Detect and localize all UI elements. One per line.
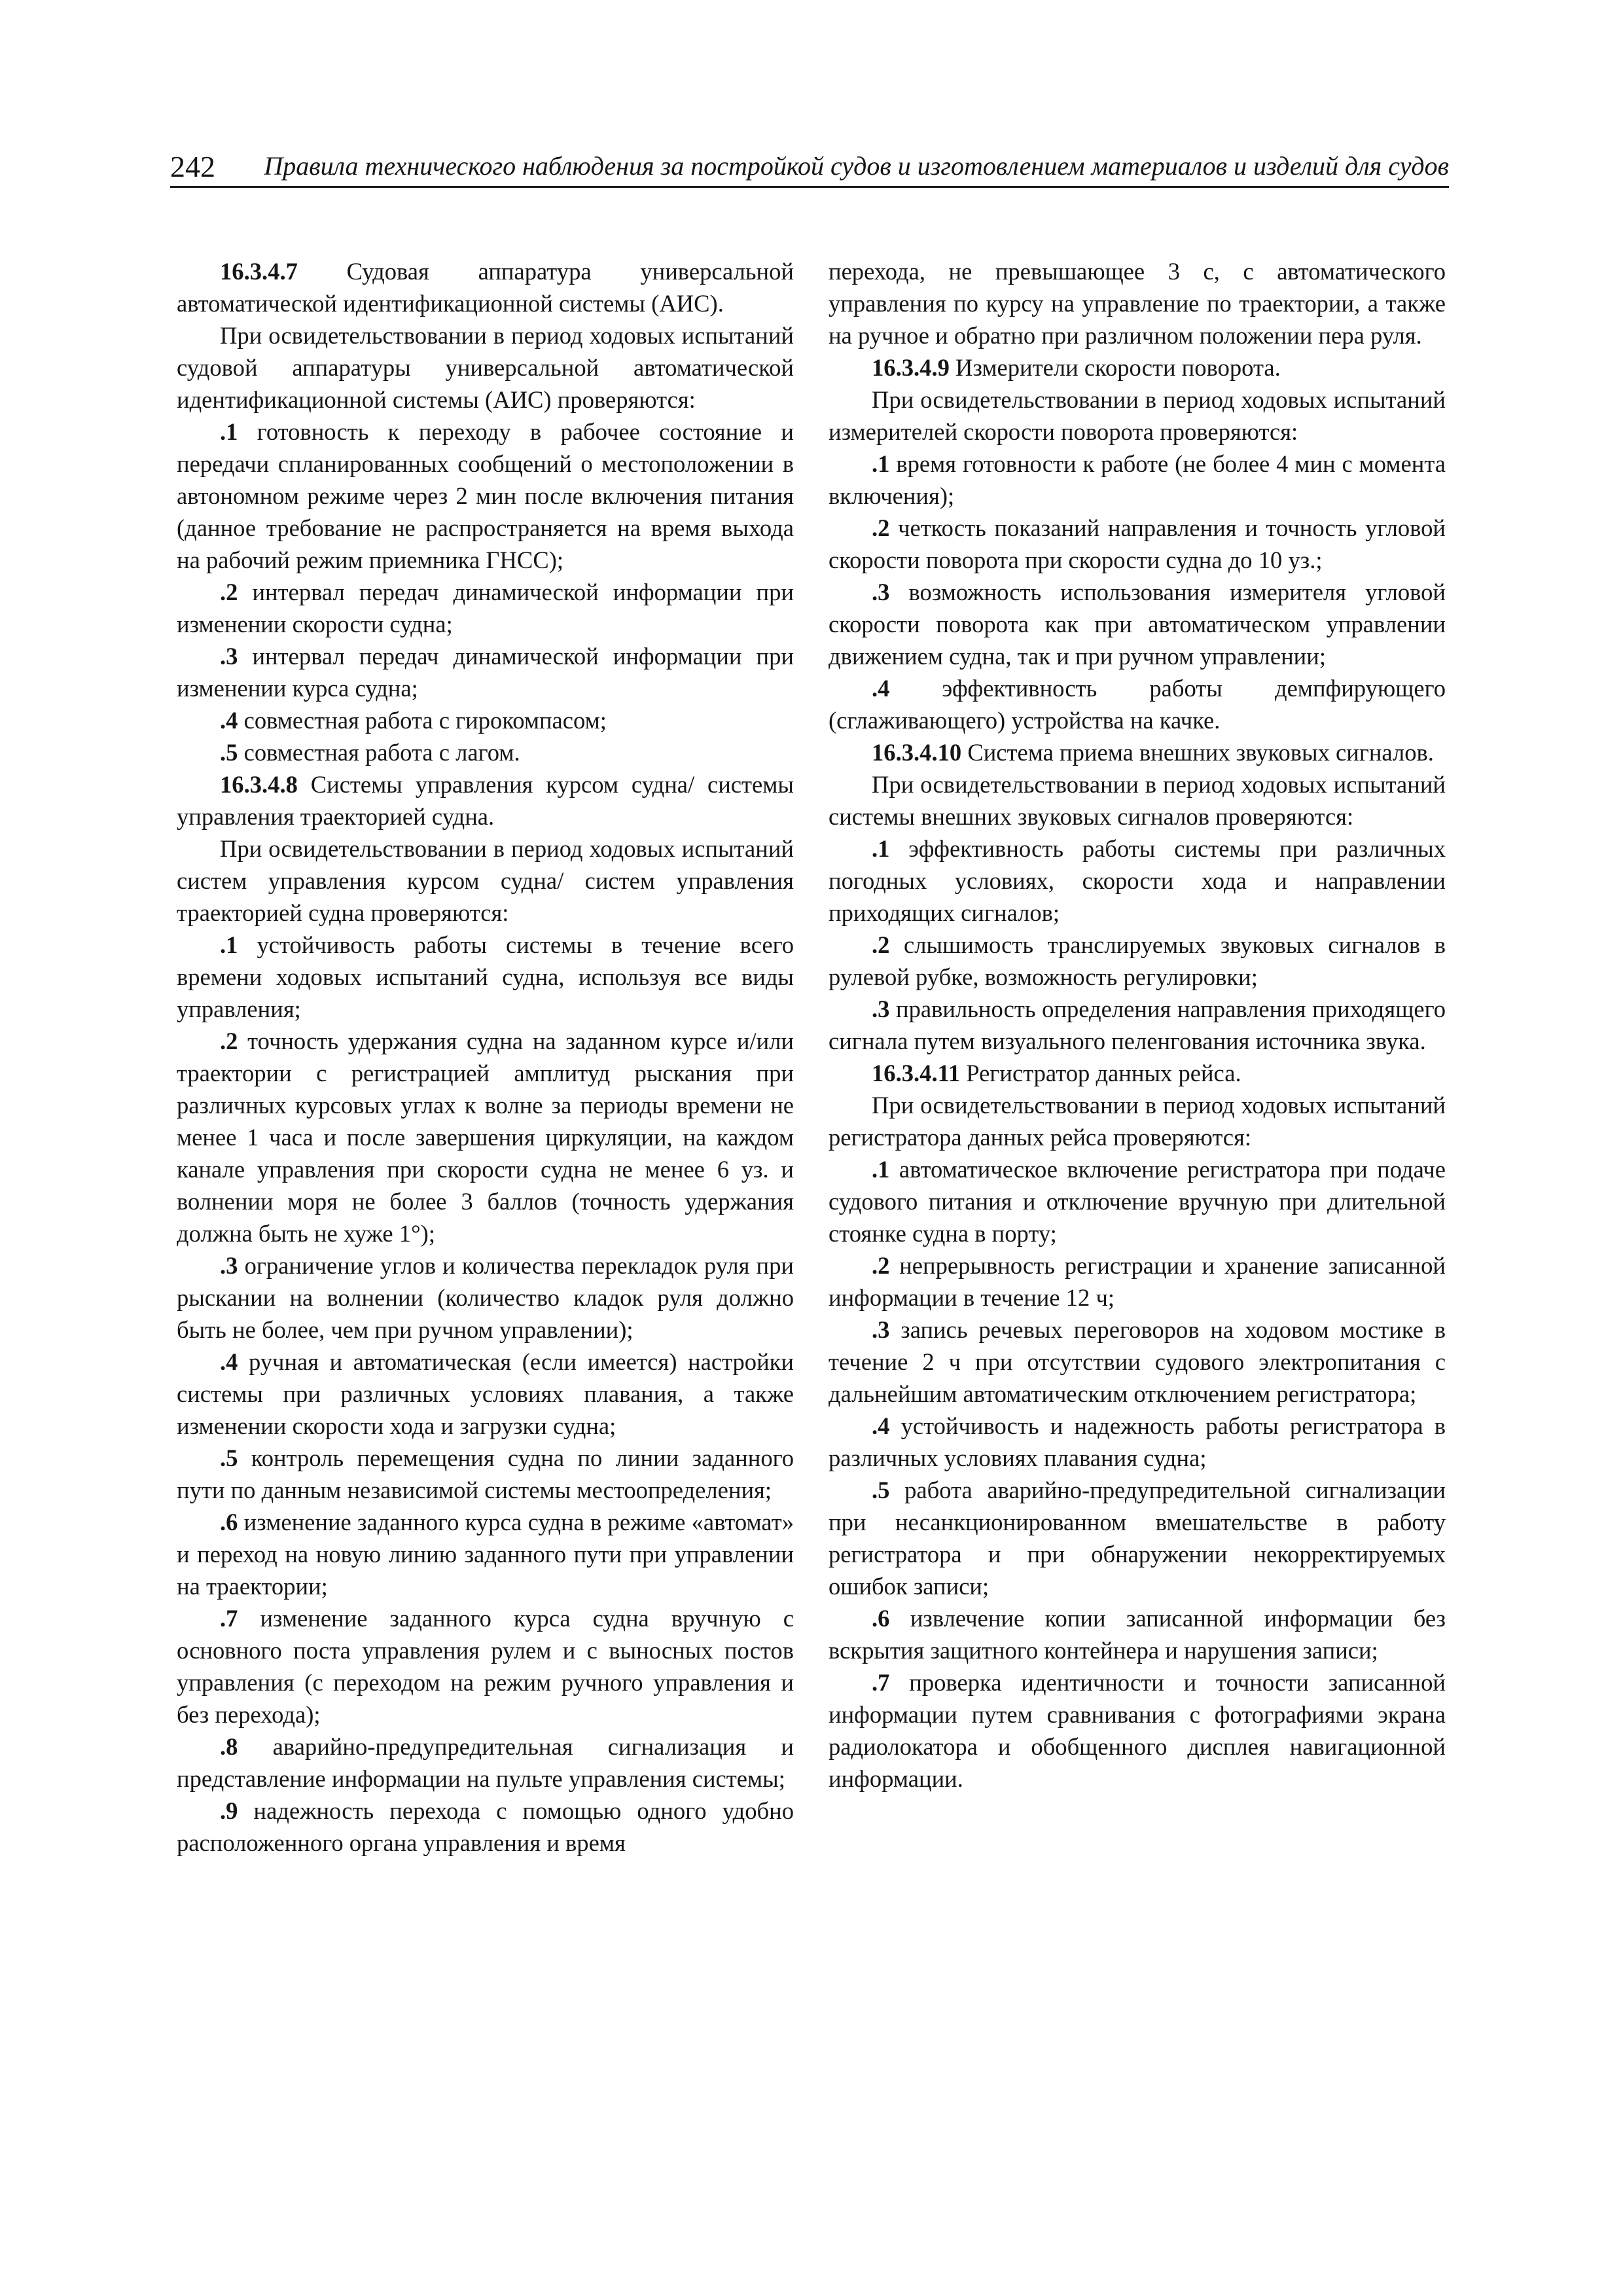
paragraph [829, 736, 1446, 768]
paragraph [829, 448, 1446, 512]
paragraph-text: ручная и автоматическая (если имеется) настройки системы при различных условиях плавания, а также изменении скорости хода и загрузки судна; [177, 1348, 794, 1439]
paragraph [177, 1602, 794, 1731]
paragraph [177, 1731, 794, 1795]
paragraph-text: возможность использования измерителя угловой скорости поворота как при автоматическом управлении движением судна, так и при ручном управлении; [829, 579, 1446, 670]
paragraph-text: аварийно-предупредительная сигнализация и представление информации на пульте управления системы; [177, 1733, 794, 1792]
paragraph [829, 1666, 1446, 1795]
left-column [177, 255, 794, 1859]
item-number: .1 [872, 835, 890, 862]
paragraph [829, 672, 1446, 736]
item-number: .9 [220, 1797, 238, 1824]
paragraph-text: Система приема внешних звуковых сигналов. [961, 739, 1434, 766]
paragraph-text: Судовая аппаратура универсальной автоматической идентификационной системы (АИС). [177, 258, 794, 317]
paragraph-text: Регистратор данных рейса. [960, 1060, 1241, 1086]
item-number: .1 [872, 1156, 890, 1183]
paragraph [177, 1025, 794, 1249]
paragraph-text: устойчивость работы системы в течение всего времени ходовых испытаний судна, используя все виды управления; [177, 931, 794, 1022]
item-number: .4 [872, 675, 890, 702]
item-number: .5 [220, 1444, 238, 1471]
paragraph-text: правильность определения направления приходящего сигнала путем визуального пеленгования источника звука. [829, 996, 1446, 1054]
paragraph [177, 736, 794, 768]
item-number: .1 [872, 450, 890, 477]
item-number: .4 [872, 1412, 890, 1439]
item-number: 16.3.4.8 [220, 771, 298, 798]
item-number: .2 [872, 1252, 890, 1279]
paragraph [829, 1249, 1446, 1314]
paragraph-text: эффективность работы системы при различных погодных условиях, скорости хода и направлении приходящих сигналов; [829, 835, 1446, 926]
item-number: .5 [220, 739, 238, 766]
paragraph [177, 576, 794, 640]
paragraph [829, 1410, 1446, 1474]
item-number: .3 [872, 1316, 890, 1343]
paragraph [829, 512, 1446, 576]
paragraph [829, 1153, 1446, 1249]
right-column [829, 255, 1446, 1795]
paragraph [829, 768, 1446, 833]
paragraph-text: извлечение копии записанной информации без вскрытия защитного контейнера и нарушения записи; [829, 1605, 1446, 1664]
item-number: .8 [220, 1733, 238, 1760]
item-number: .3 [872, 996, 890, 1022]
item-number: .2 [220, 1028, 238, 1054]
paragraph-text: При освидетельствовании в период ходовых испытаний систем управления курсом судна/ систем управления траекторией судна проверяются: [177, 835, 794, 926]
paragraph [829, 1474, 1446, 1602]
item-number: .3 [220, 1252, 238, 1279]
item-number: .2 [220, 579, 238, 605]
item-number: .7 [220, 1605, 238, 1632]
item-number: .3 [872, 579, 890, 605]
paragraph-text: изменение заданного курса судна вручную с основного поста управления рулем и с выносных постов управления (с переходом на режим ручного управления и без перехода); [177, 1605, 794, 1728]
paragraph [177, 768, 794, 833]
item-number: .1 [220, 931, 238, 958]
paragraph [829, 384, 1446, 448]
paragraph [829, 1089, 1446, 1153]
paragraph-text: четкость показаний направления и точность угловой скорости поворота при скорости судна до 10 уз.; [829, 514, 1446, 573]
paragraph [177, 704, 794, 736]
paragraph [177, 1506, 794, 1602]
paragraph-text: интервал передач динамической информации при изменении курса судна; [177, 643, 794, 702]
item-number: .7 [872, 1669, 890, 1696]
paragraph-text: ограничение углов и количества перекладок руля при рыскании на волнении (количество кладок руля должно быть не более, чем при ручном управлении); [177, 1252, 794, 1343]
item-number: .2 [872, 931, 890, 958]
paragraph-text: время готовности к работе (не более 4 мин с момента включения); [829, 450, 1446, 509]
paragraph [177, 255, 794, 319]
paragraph [829, 833, 1446, 929]
item-number: .3 [220, 643, 238, 670]
paragraph-text: работа аварийно-предупредительной сигнализации при несанкционированном вмешательстве в работу регистратора и при обнаружении некорректируемых ошибок записи; [829, 1477, 1446, 1600]
paragraph [829, 576, 1446, 672]
paragraph-text: При освидетельствовании в период ходовых испытаний регистратора данных рейса проверяются: [829, 1092, 1446, 1151]
paragraph-text: Измерители скорости поворота. [949, 354, 1281, 381]
paragraph-text: надежность перехода с помощью одного удобно расположенного органа управления и время [177, 1797, 794, 1856]
paragraph-text: устойчивость и надежность работы регистратора в различных условиях плавания судна; [829, 1412, 1446, 1471]
paragraph [177, 1249, 794, 1346]
paragraph-text: интервал передач динамической информации при изменении скорости судна; [177, 579, 794, 637]
paragraph [177, 1346, 794, 1442]
paragraph [177, 319, 794, 416]
item-number: 16.3.4.7 [220, 258, 298, 285]
item-number: 16.3.4.11 [872, 1060, 961, 1086]
paragraph [829, 255, 1446, 351]
paragraph [177, 1795, 794, 1859]
paragraph-text: точность удержания судна на заданном курсе и/или траектории с регистрацией амплитуд рыскания при различных курсовых углах к волне за периоды времени не менее 1 часа и после завершения циркуляции, на каждом канале управления при скорости судна не менее 6 уз. и волнении моря не более 3 баллов (точность удержания должна быть не хуже 1°); [177, 1028, 794, 1247]
paragraph [177, 640, 794, 704]
paragraph [829, 929, 1446, 993]
item-number: .2 [872, 514, 890, 541]
item-number: .5 [872, 1477, 890, 1503]
item-number: 16.3.4.9 [872, 354, 950, 381]
paragraph-text: запись речевых переговоров на ходовом мостике в течение 2 ч при отсутствии судового электропитания с дальнейшим автоматическим отключением регистратора; [829, 1316, 1446, 1407]
item-number: .4 [220, 1348, 238, 1375]
paragraph [829, 1314, 1446, 1410]
paragraph [177, 1442, 794, 1506]
item-number: .4 [220, 707, 238, 734]
paragraph-text: готовность к переходу в рабочее состояние и передачи спланированных сообщений о местоположении в автономном режиме через 2 мин после включения питания (данное требование не распространяется на время выхода на рабочий режим приемника ГНСС); [177, 418, 794, 573]
paragraph [177, 416, 794, 576]
paragraph-text: совместная работа с лагом. [238, 739, 520, 766]
item-number: .6 [872, 1605, 890, 1632]
paragraph-text: Системы управления курсом судна/ системы управления траекторией судна. [177, 771, 794, 830]
item-number: 16.3.4.10 [872, 739, 962, 766]
paragraph-text: непрерывность регистрации и хранение записанной информации в течение 12 ч; [829, 1252, 1446, 1311]
paragraph-text: совместная работа с гирокомпасом; [238, 707, 607, 734]
paragraph-text: При освидетельствовании в период ходовых испытаний измерителей скорости поворота проверяются: [829, 386, 1446, 445]
paragraph [829, 351, 1446, 384]
paragraph [829, 993, 1446, 1057]
page-number: 242 [170, 150, 215, 183]
paragraph-text: эффективность работы демпфирующего (сглаживающего) устройства на качке. [829, 675, 1446, 734]
paragraph [177, 929, 794, 1025]
paragraph-text: изменение заданного курса судна в режиме «автомат» и переход на новую линию заданного пути при управлении на траектории; [177, 1509, 794, 1600]
paragraph [177, 833, 794, 929]
paragraph-text: проверка идентичности и точности записанной информации путем сравнивания с фотографиями экрана радиолокатора и обобщенного дисплея навигационной информации. [829, 1669, 1446, 1792]
paragraph-text: При освидетельствовании в период ходовых испытаний системы внешних звуковых сигналов проверяются: [829, 771, 1446, 830]
paragraph-text: автоматическое включение регистратора при подаче судового питания и отключение вручную при длительной стоянке судна в порту; [829, 1156, 1446, 1247]
page-header [170, 145, 1449, 188]
paragraph-text: слышимость транслируемых звуковых сигналов в рулевой рубке, возможность регулировки; [829, 931, 1446, 990]
paragraph-text: перехода, не превышающее 3 с, с автоматического управления по курсу на управление по траектории, а также на ручное и обратно при различном положении пера руля. [829, 258, 1446, 349]
running-title: Правила технического наблюдения за постройкой судов и изготовлением материалов и изделий для судов [264, 151, 1449, 181]
item-number: .1 [220, 418, 238, 445]
paragraph [829, 1602, 1446, 1666]
paragraph-text: контроль перемещения судна по линии заданного пути по данным независимой системы местоопределения; [177, 1444, 794, 1503]
paragraph-text: При освидетельствовании в период ходовых испытаний судовой аппаратуры универсальной автоматической идентификационной системы (АИС) проверяются: [177, 322, 794, 413]
item-number: .6 [220, 1509, 238, 1535]
paragraph [829, 1057, 1446, 1089]
